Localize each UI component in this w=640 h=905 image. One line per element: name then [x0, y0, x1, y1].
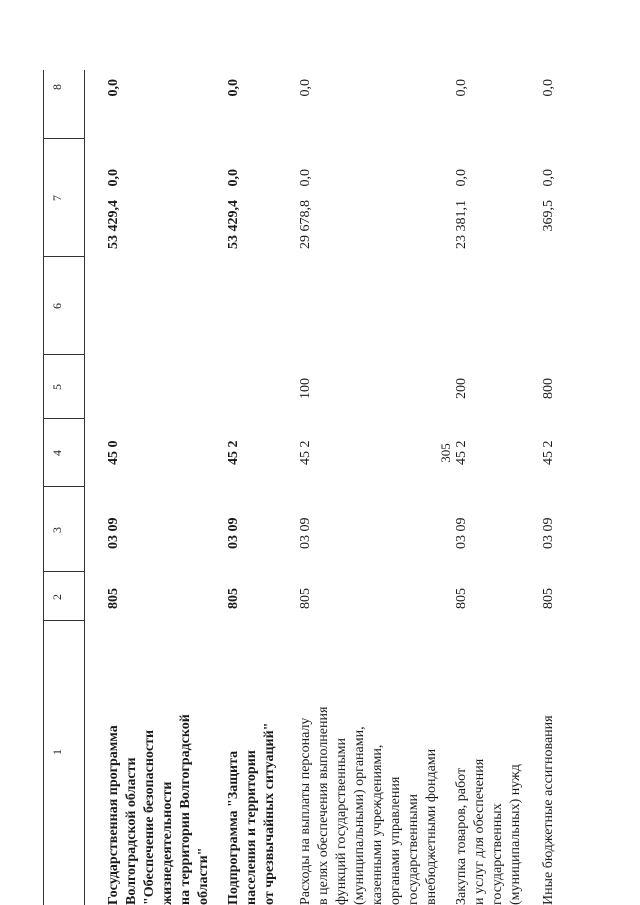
header-bottom-border: [84, 70, 85, 905]
cell-amount: 23 381,1: [454, 200, 469, 249]
row-label: Подпрограмма "Защита населения и территории от чрезвычайных ситуаций": [226, 722, 277, 905]
cell-col-7: 0,0: [226, 169, 241, 187]
cell-amount: 369,5: [541, 200, 556, 232]
cell-col-8: 0,0: [106, 79, 121, 97]
cell-program-code: 45 2: [541, 440, 556, 465]
cell-expense-type: 100: [298, 378, 313, 399]
header-col-6: 6: [50, 303, 64, 309]
cell-program-code: 45 2: [454, 440, 469, 465]
cell-section-code: 03 09: [454, 517, 469, 549]
cell-admin-code: 805: [226, 588, 241, 609]
cell-col-7: 0,0: [106, 169, 121, 187]
cell-amount: 53 429,4: [226, 200, 241, 249]
cell-col-7: 0,0: [298, 169, 313, 187]
cell-program-code: 45 0: [106, 440, 121, 465]
cell-expense-type: 200: [454, 378, 469, 399]
row-label: Государственная программа Волгоградской области "Обеспечение безопасности жизнедеятельности на территории Волгоградской области": [106, 714, 211, 905]
col-divider: [43, 418, 84, 419]
cell-amount: 53 429,4: [106, 200, 121, 249]
header-col-5: 5: [50, 384, 64, 390]
cell-amount: 29 678,8: [298, 200, 313, 249]
cell-col-8: 0,0: [541, 79, 556, 97]
col-divider: [43, 571, 84, 572]
header-col-4: 4: [50, 450, 64, 456]
row-label: Расходы на выплаты персоналу в целях обеспечения выполнения функций государственными (муниципальными) органами, казенными учреждениями, органами управления государственными внебюджетными фондами: [298, 706, 439, 905]
cell-section-code: 03 09: [106, 517, 121, 549]
col-divider: [43, 138, 84, 139]
cell-admin-code: 805: [106, 588, 121, 609]
cell-col-8: 0,0: [454, 79, 469, 97]
header-col-1: 1: [50, 749, 64, 755]
col-divider: [43, 620, 84, 621]
cell-program-code: 45 2: [226, 440, 241, 465]
header-col-2: 2: [50, 594, 64, 600]
row-label: Закупка товаров, работ и услуг для обеспечения государственных (муниципальных) нужд: [454, 758, 523, 905]
cell-col-7: 0,0: [454, 169, 469, 187]
row-label: Иные бюджетные ассигнования: [541, 715, 556, 905]
col-divider: [43, 256, 84, 257]
header-col-3: 3: [50, 527, 64, 533]
cell-col-7: 0,0: [541, 169, 556, 187]
col-divider: [43, 486, 84, 487]
cell-program-code: 45 2: [298, 440, 313, 465]
page-number: 305: [438, 443, 453, 463]
cell-col-8: 0,0: [298, 79, 313, 97]
header-col-7: 7: [50, 195, 64, 201]
col-divider: [43, 354, 84, 355]
cell-section-code: 03 09: [298, 517, 313, 549]
cell-expense-type: 800: [541, 378, 556, 399]
cell-admin-code: 805: [541, 588, 556, 609]
cell-admin-code: 805: [454, 588, 469, 609]
header-col-8: 8: [50, 84, 64, 90]
cell-admin-code: 805: [298, 588, 313, 609]
cell-col-8: 0,0: [226, 79, 241, 97]
cell-section-code: 03 09: [541, 517, 556, 549]
table-top-border: [43, 70, 44, 905]
cell-section-code: 03 09: [226, 517, 241, 549]
